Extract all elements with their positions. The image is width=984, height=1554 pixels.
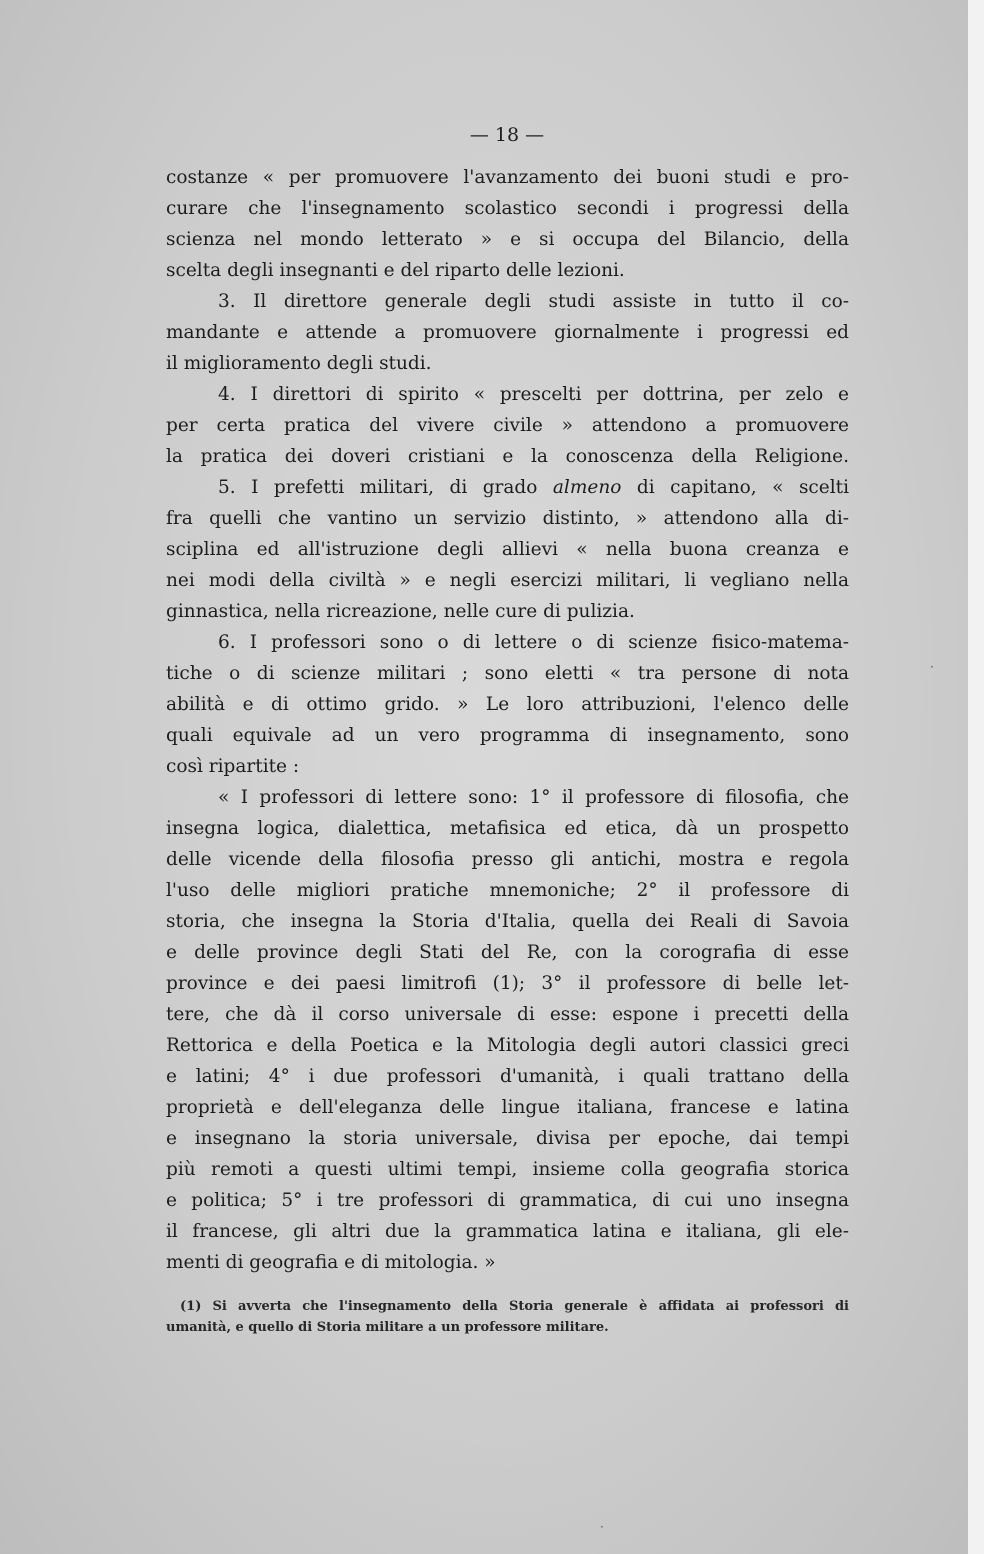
text-line: tere, che dà il corso universale di esse: espone i precetti della <box>166 1004 849 1025</box>
text-line: e latini; 4° i due professori d'umanità, i quali trattano della <box>166 1066 849 1087</box>
footnote-line: (1) Si avverta che l'insegnamento della Storia generale è affidata ai professori di <box>180 1299 849 1314</box>
text-line: curare che l'insegnamento scolastico secondi i progressi della <box>166 198 849 219</box>
text-line: l'uso delle migliori pratiche mnemoniche; 2° il professore di <box>166 880 849 901</box>
text-line: nei modi della civiltà » e negli esercizi militari, li vegliano nella <box>166 570 849 591</box>
text-line: Rettorica e della Poetica e la Mitologia degli autori classici greci <box>166 1035 849 1056</box>
footnote-line: umanità, e quello di Storia militare a un professore militare. <box>166 1320 609 1335</box>
text-line: e insegnano la storia universale, divisa per epoche, dai tempi <box>166 1128 849 1149</box>
text-line: menti di geografia e di mitologia. » <box>166 1252 496 1273</box>
text-line: province e dei paesi limitrofi (1); 3° il professore di belle let- <box>166 973 849 994</box>
text-line: la pratica dei doveri cristiani e la conoscenza della Religione. <box>166 446 849 467</box>
text-line: 3. Il direttore generale degli studi assiste in tutto il co- <box>218 291 849 312</box>
page-edge <box>968 0 984 1554</box>
text-line: « I professori di lettere sono: 1° il professore di filosofia, che <box>218 787 849 808</box>
text-line: scelta degli insegnanti e del riparto delle lezioni. <box>166 260 625 281</box>
text-line: il francese, gli altri due la grammatica latina e italiana, gli ele- <box>166 1221 849 1242</box>
text-line: e delle province degli Stati del Re, con la corografia di esse <box>166 942 849 963</box>
text-line: mandante e attende a promuovere giornalmente i progressi ed <box>166 322 849 343</box>
text-line: delle vicende della filosofia presso gli antichi, mostra e regola <box>166 849 849 870</box>
footnote <box>166 1296 849 1338</box>
text-line: e politica; 5° i tre professori di grammatica, di cui uno insegna <box>166 1190 849 1211</box>
text-line: così ripartite : <box>166 756 300 777</box>
page-number: — 18 — <box>469 124 545 146</box>
text-line: il miglioramento degli studi. <box>166 353 432 374</box>
text-line: 4. I direttori di spirito « prescelti per dottrina, per zelo e <box>218 384 849 405</box>
text-line: insegna logica, dialettica, metafisica ed etica, dà un prospetto <box>166 818 849 839</box>
text-line: più remoti a questi ultimi tempi, insieme colla geografia storica <box>166 1159 849 1180</box>
text-line: per certa pratica del vivere civile » attendono a promuovere <box>166 415 849 436</box>
text-line: abilità e di ottimo grido. » Le loro attribuzioni, l'elenco delle <box>166 694 849 715</box>
text-line: fra quelli che vantino un servizio distinto, » attendono alla di- <box>166 508 849 529</box>
text-line-mixed <box>166 472 849 503</box>
text-line: scienza nel mondo letterato » e si occupa del Bilancio, della <box>166 229 849 250</box>
text-line: quali equivale ad un vero programma di insegnamento, sono <box>166 725 849 746</box>
text-line: sciplina ed all'istruzione degli allievi « nella buona creanza e <box>166 539 849 560</box>
text-line: tiche o di scienze militari ; sono eletti « tra persone di nota <box>166 663 849 684</box>
text-run: di capitano, « scelti <box>621 477 850 498</box>
text-line: 6. I professori sono o di lettere o di scienze fisico-matema- <box>218 632 849 653</box>
text-line: ginnastica, nella ricreazione, nelle cure di pulizia. <box>166 601 635 622</box>
scan-speck: · <box>930 660 934 674</box>
text-line: proprietà e dell'eleganza delle lingue italiana, francese e latina <box>166 1097 849 1118</box>
italic-word: almeno <box>552 477 622 498</box>
text-line: costanze « per promuovere l'avanzamento dei buoni studi e pro- <box>166 167 849 188</box>
text-run: 5. I prefetti militari, di grado <box>218 477 553 498</box>
scan-speck: · <box>600 1520 604 1534</box>
body-text <box>166 162 849 1278</box>
text-line: storia, che insegna la Storia d'Italia, quella dei Reali di Savoia <box>166 911 849 932</box>
